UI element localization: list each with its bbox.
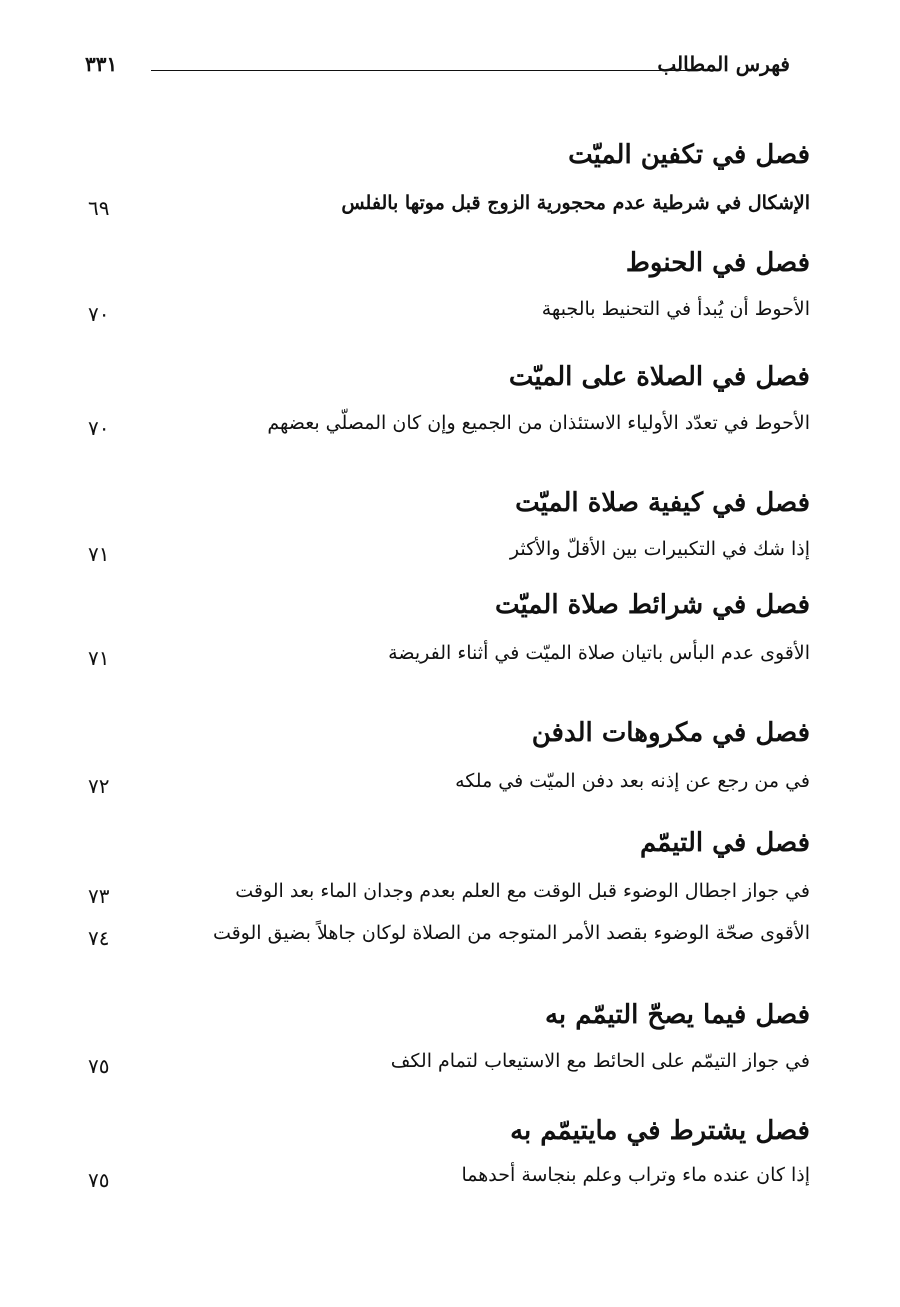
section-title: فصل يشترط في مايتيمّم به [510, 1116, 810, 1146]
entry-text: الأقوى صحّة الوضوء بقصد الأمر المتوجه من الصلاة لوكان جاهلاً بضيق الوقت [212, 922, 810, 944]
list-item [80, 1050, 810, 1084]
entry-text: إذا كان عنده ماء وتراب وعلم بنجاسة أحدهما [461, 1164, 810, 1186]
entry-page-number: ٧١ [88, 542, 110, 566]
header-rule [151, 70, 688, 71]
list-item [80, 192, 810, 226]
entry-text: الأقوى عدم البأس باتيان صلاة الميّت في أثناء الفريضة [388, 642, 810, 664]
section-title: فصل في كيفية صلاة الميّت [515, 488, 810, 518]
entry-text: الإشكال في شرطية عدم محجورية الزوج قبل موتها بالفلس [341, 192, 810, 214]
list-item [80, 770, 810, 804]
entry-text: في من رجع عن إذنه بعد دفن الميّت في ملكه [455, 770, 810, 792]
entry-text: الأحوط أن يُبدأ في التحنيط بالجبهة [541, 298, 810, 320]
list-item [80, 880, 810, 914]
section-title: فصل في شرائط صلاة الميّت [494, 590, 810, 620]
list-item [80, 922, 810, 956]
section-title: فصل في الحنوط [625, 248, 810, 278]
entry-page-number: ٧١ [88, 646, 110, 670]
entry-text: في جواز التيمّم على الحائط مع الاستيعاب لتمام الكف [390, 1050, 810, 1072]
running-header [85, 50, 790, 86]
section-title: فصل فيما يصحّ التيمّم به [544, 1000, 810, 1030]
entry-page-number: ٧٠ [88, 416, 110, 440]
section-title: فصل في التيمّم [639, 828, 810, 858]
section-title: فصل في تكفين الميّت [568, 140, 810, 170]
header-page-number: ٣٣١ [85, 52, 118, 76]
entry-page-number: ٦٩ [88, 196, 110, 220]
entry-text: إذا شك في التكبيرات بين الأقلّ والأكثر [509, 538, 810, 560]
entry-page-number: ٧٥ [88, 1168, 110, 1192]
list-item [80, 412, 810, 446]
entry-page-number: ٧٤ [88, 926, 110, 950]
section-title: فصل في مكروهات الدفن [531, 718, 810, 748]
entry-page-number: ٧٥ [88, 1054, 110, 1078]
header-title: فهرس المطالب [657, 52, 790, 76]
entry-page-number: ٧٣ [88, 884, 110, 908]
list-item [80, 298, 810, 332]
entry-text: الأحوط في تعدّد الأولياء الاستئذان من الجميع وإن كان المصلّي بعضهم [267, 412, 810, 434]
entry-page-number: ٧٢ [88, 774, 110, 798]
section-title: فصل في الصلاة على الميّت [508, 362, 810, 392]
list-item [80, 642, 810, 676]
list-item [80, 1164, 810, 1198]
list-item [80, 538, 810, 572]
entry-page-number: ٧٠ [88, 302, 110, 326]
entry-text: في جواز اجطال الوضوء قبل الوقت مع العلم بعدم وجدان الماء بعد الوقت [235, 880, 810, 902]
